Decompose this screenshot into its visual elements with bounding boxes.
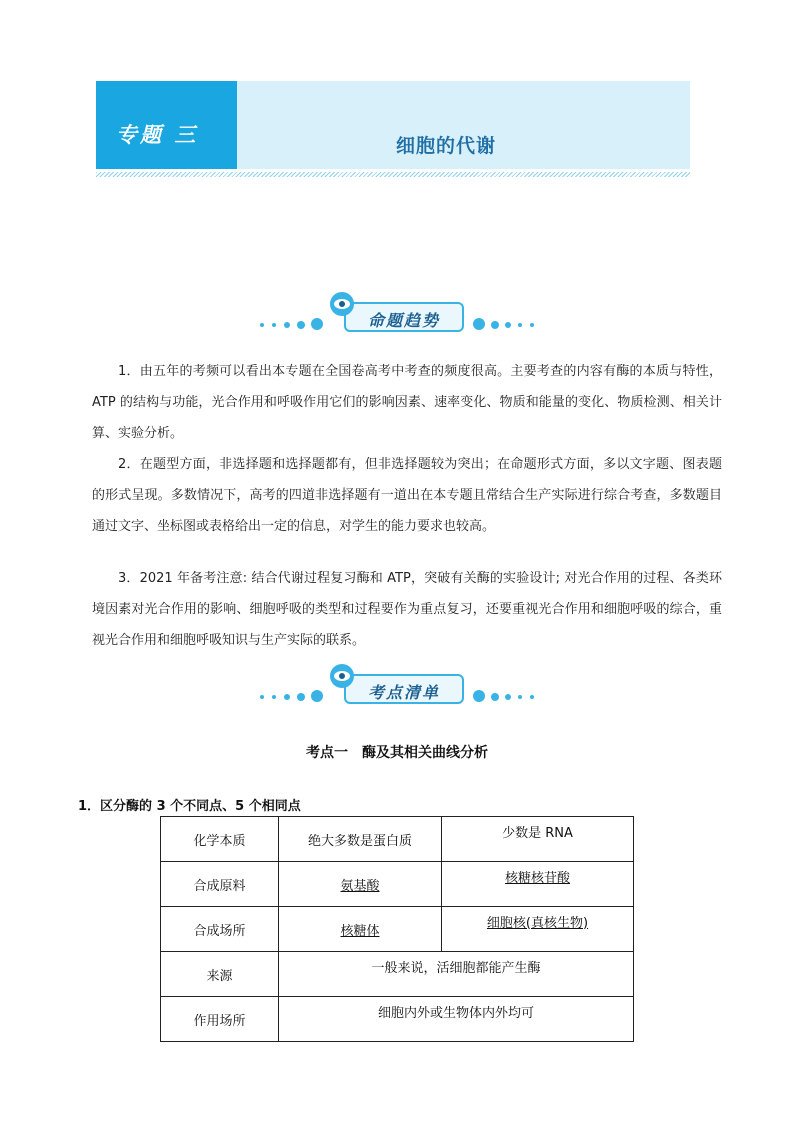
row-header: 作用场所 [161,997,279,1042]
cell-text: 一般来说，活细胞都能产生酶 [371,960,541,976]
table-row [161,817,634,862]
eye-icon [330,292,354,316]
trend-badge-tab [344,302,464,332]
paragraph-2: 2．在题型方面，非选择题和选择题都有，但非选择题较为突出；在命题形式方面，多以文字题、图表题的形式呈现。多数情况下，高考的四道非选择题有一道出在本专题且常结合生产实际进行综合考查，多数题目通过文字、坐标图或表格给出一定的信息，对学生的能力要求也较高。 [92,457,722,534]
table-cell-merged [279,997,634,1042]
table-cell [279,862,442,907]
table-row [161,907,634,952]
section-title: 考点一 酶及其相关曲线分析 [306,745,488,761]
cell-text: 细胞内外或生物体内外均可 [377,1005,534,1021]
checklist-badge-tab [344,674,464,704]
table-cell [279,907,442,952]
enzyme-comparison-table [160,816,634,1042]
chapter-label: 专题 三 [116,122,199,147]
cell-text: 少数是 RNA [502,825,573,841]
row-header: 合成场所 [161,907,279,952]
cell-text: 氨基酸 [340,878,380,894]
table-row [161,862,634,907]
cell-text: 核糖体 [340,923,380,939]
subsection-title: 1．区分酶的 3 个不同点、5 个相同点 [78,799,301,814]
row-header: 合成原料 [161,862,279,907]
cell-text: 核糖核苷酸 [504,870,570,886]
paragraph-3: 3．2021 年备考注意: 结合代谢过程复习酶和 ATP，突破有关酶的实验设计; 对光合作用的过程、各类环境因素对光合作用的影响、细胞呼吸的类型和过程要作为重点复习，还要重视光合作用和细胞呼吸的综合，重视光合作用和细胞呼吸知识与生产实际的联系。 [92,571,722,648]
trend-badge-label: 命题趋势 [368,311,441,330]
table-row [161,997,634,1042]
table-cell [442,862,634,907]
chapter-banner [96,81,690,169]
table-cell [442,817,634,862]
table-row [161,952,634,997]
cell-text: 细胞核(真核生物) [486,915,589,931]
checklist-badge-label: 考点清单 [368,683,441,702]
row-header: 来源 [161,952,279,997]
paragraph-1: 1．由五年的考频可以看出本专题在全国卷高考中考查的频度很高。主要考查的内容有酶的本质与特性，ATP 的结构与功能，光合作用和呼吸作用它们的影响因素、速率变化、物质和能量的变化、物质检测、相关计算、实验分析。 [92,364,722,441]
table-cell-merged [279,952,634,997]
chapter-title: 细胞的代谢 [396,135,497,157]
table-cell: 绝大多数是蛋白质 [279,817,442,862]
trend-badge [258,292,558,340]
checklist-badge [258,664,558,712]
row-header: 化学本质 [161,817,279,862]
eye-icon [330,664,354,688]
chapter-label-box [96,81,237,169]
table-cell [442,907,634,952]
banner-divider [96,172,690,177]
